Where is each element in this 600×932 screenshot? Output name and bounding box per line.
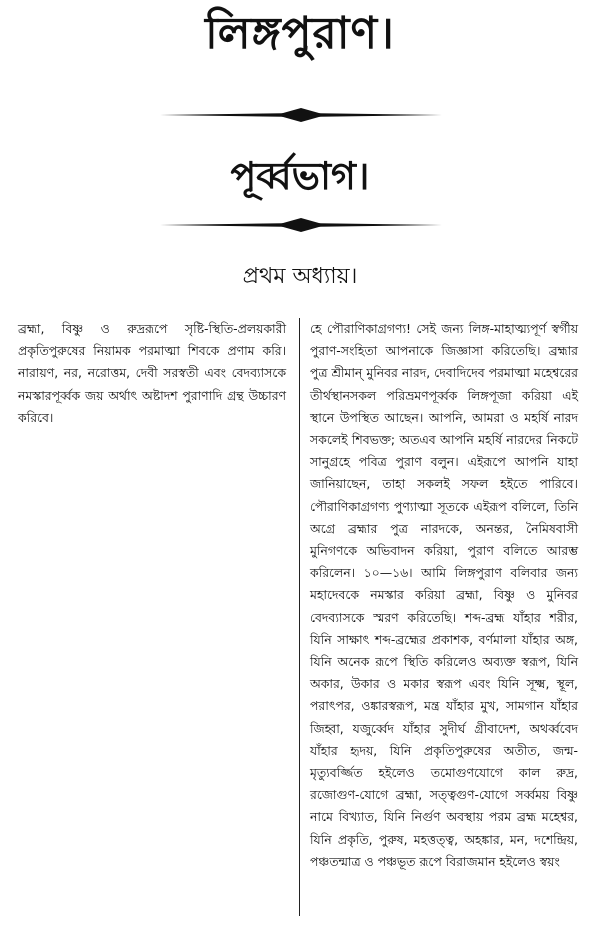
ornament-divider-top-icon (160, 106, 442, 124)
chapter-heading: প্রথম অধ্যায়। (242, 264, 358, 289)
ornament-divider-bottom-icon (160, 216, 442, 234)
part-title: পূর্ব্বভাগ। (230, 154, 370, 198)
column-divider (299, 318, 300, 916)
left-column-text: ব্রহ্মা, বিষ্ণু ও রুদ্ররূপে সৃষ্টি-স্থিতি-প্রলয়কারী প্রকৃতিপুরুষের নিয়ামক পরমাত্মা শিবকে প্রণাম করি। নারায়ণ, নর, নরোত্তম, দেবী সরস্বতী এবং বেদব্যাসকে নমস্কারপূর্ব্বক জয় অর্থাৎ অষ্টাদশ পুরাণাদি গ্রন্থ উচ্চারণ করিবে। (18, 321, 286, 425)
ornament-divider-bottom (160, 216, 442, 234)
right-column-text: হে পৌরাণিকাগ্রগণ্য! সেই জন্য লিঙ্গ-মাহাত্ম্যপূর্ণ স্বর্গীয় পুরাণ-সংহিতা আপনাকে জিজ্ঞাসা করিতেছি। ব্রহ্মার পুত্র শ্রীমান্ মুনিবর নারদ, দেবাদিদেব পরমাত্মা মহেশ্বরের তীর্থস্থানসকল পরিভ্রমণপূর্ব্বক লিঙ্গপূজা করিয়া এই স্থানে উপস্থিত আছেন। আপনি, আমরা ও মহর্ষি নারদ সকলেই শিবভক্ত; অতএব আপনি মহর্ষি নারদের নিকটে সানুগ্রহে পবিত্র পুরাণ বলুন। এইরূপে আপনি যাহা জানিয়াছেন, তাহা সকলই সফল হইতে পারিবে। পৌরাণিকাগ্রগণ্য পুণ্যাত্মা সূতকে এইরূপ বলিলে, তিনি অগ্রে ব্রহ্মার পুত্র নারদকে, অনন্তর, নৈমিষবাসী মুনিগণকে অভিবাদন করিয়া, পুরাণ বলিতে আরম্ভ করিলেন। ১০—১৬। আমি লিঙ্গপুরাণ বলিবার জন্য মহাদেবকে নমস্কার করিয়া ব্রহ্মা, বিষ্ণু ও মুনিবর বেদব্যাসকে স্মরণ করিতেছি। শব্দ-ব্রহ্ম যাঁহার শরীর, যিনি সাক্ষাৎ শব্দ-ব্রহ্মের প্রকাশক, বর্ণমালা যাঁহার অঙ্গ, যিনি অনেক রূপে স্থিতি করিলেও অব্যক্ত স্বরূপ, যিনি অকার, উকার ও মকার স্বরূপ এবং যিনি সূক্ষ্ম, স্থূল, পরাৎপর, ওঙ্কারস্বরূপ, মন্ত্র যাঁহার মুখ, সামগান যাঁহার জিহ্বা, যজুর্ব্বেদ যাঁহার সুদীর্ঘ গ্রীবাদেশ, অথর্ব্ববেদ যাঁহার হৃদয়, যিনি প্রকৃতিপুরুষের অতীত, জন্ম-মৃত্যুবর্জ্জিত হইলেও তমোগুণযোগে কাল রুদ্র, রজোগুণ-যোগে ব্রহ্মা, সত্ত্বগুণ-যোগে সর্ব্বময় বিষ্ণু নামে বিখ্যাত, যিনি নির্গুণ অবস্থায় পরম ব্রহ্ম মহেশ্বর, যিনি প্রকৃতি, পুরুষ, মহত্তত্ত্ব, অহঙ্কার, মন, দশেন্দ্রিয়, পঞ্চতন্মাত্র ও পঞ্চভূত রূপে বিরাজমান হইলেও স্বয়ং (310, 321, 578, 869)
left-column (18, 318, 286, 429)
right-column (310, 318, 578, 873)
ornament-divider-top (160, 106, 442, 124)
page-title: লিঙ্গপুরাণ। (205, 8, 395, 59)
